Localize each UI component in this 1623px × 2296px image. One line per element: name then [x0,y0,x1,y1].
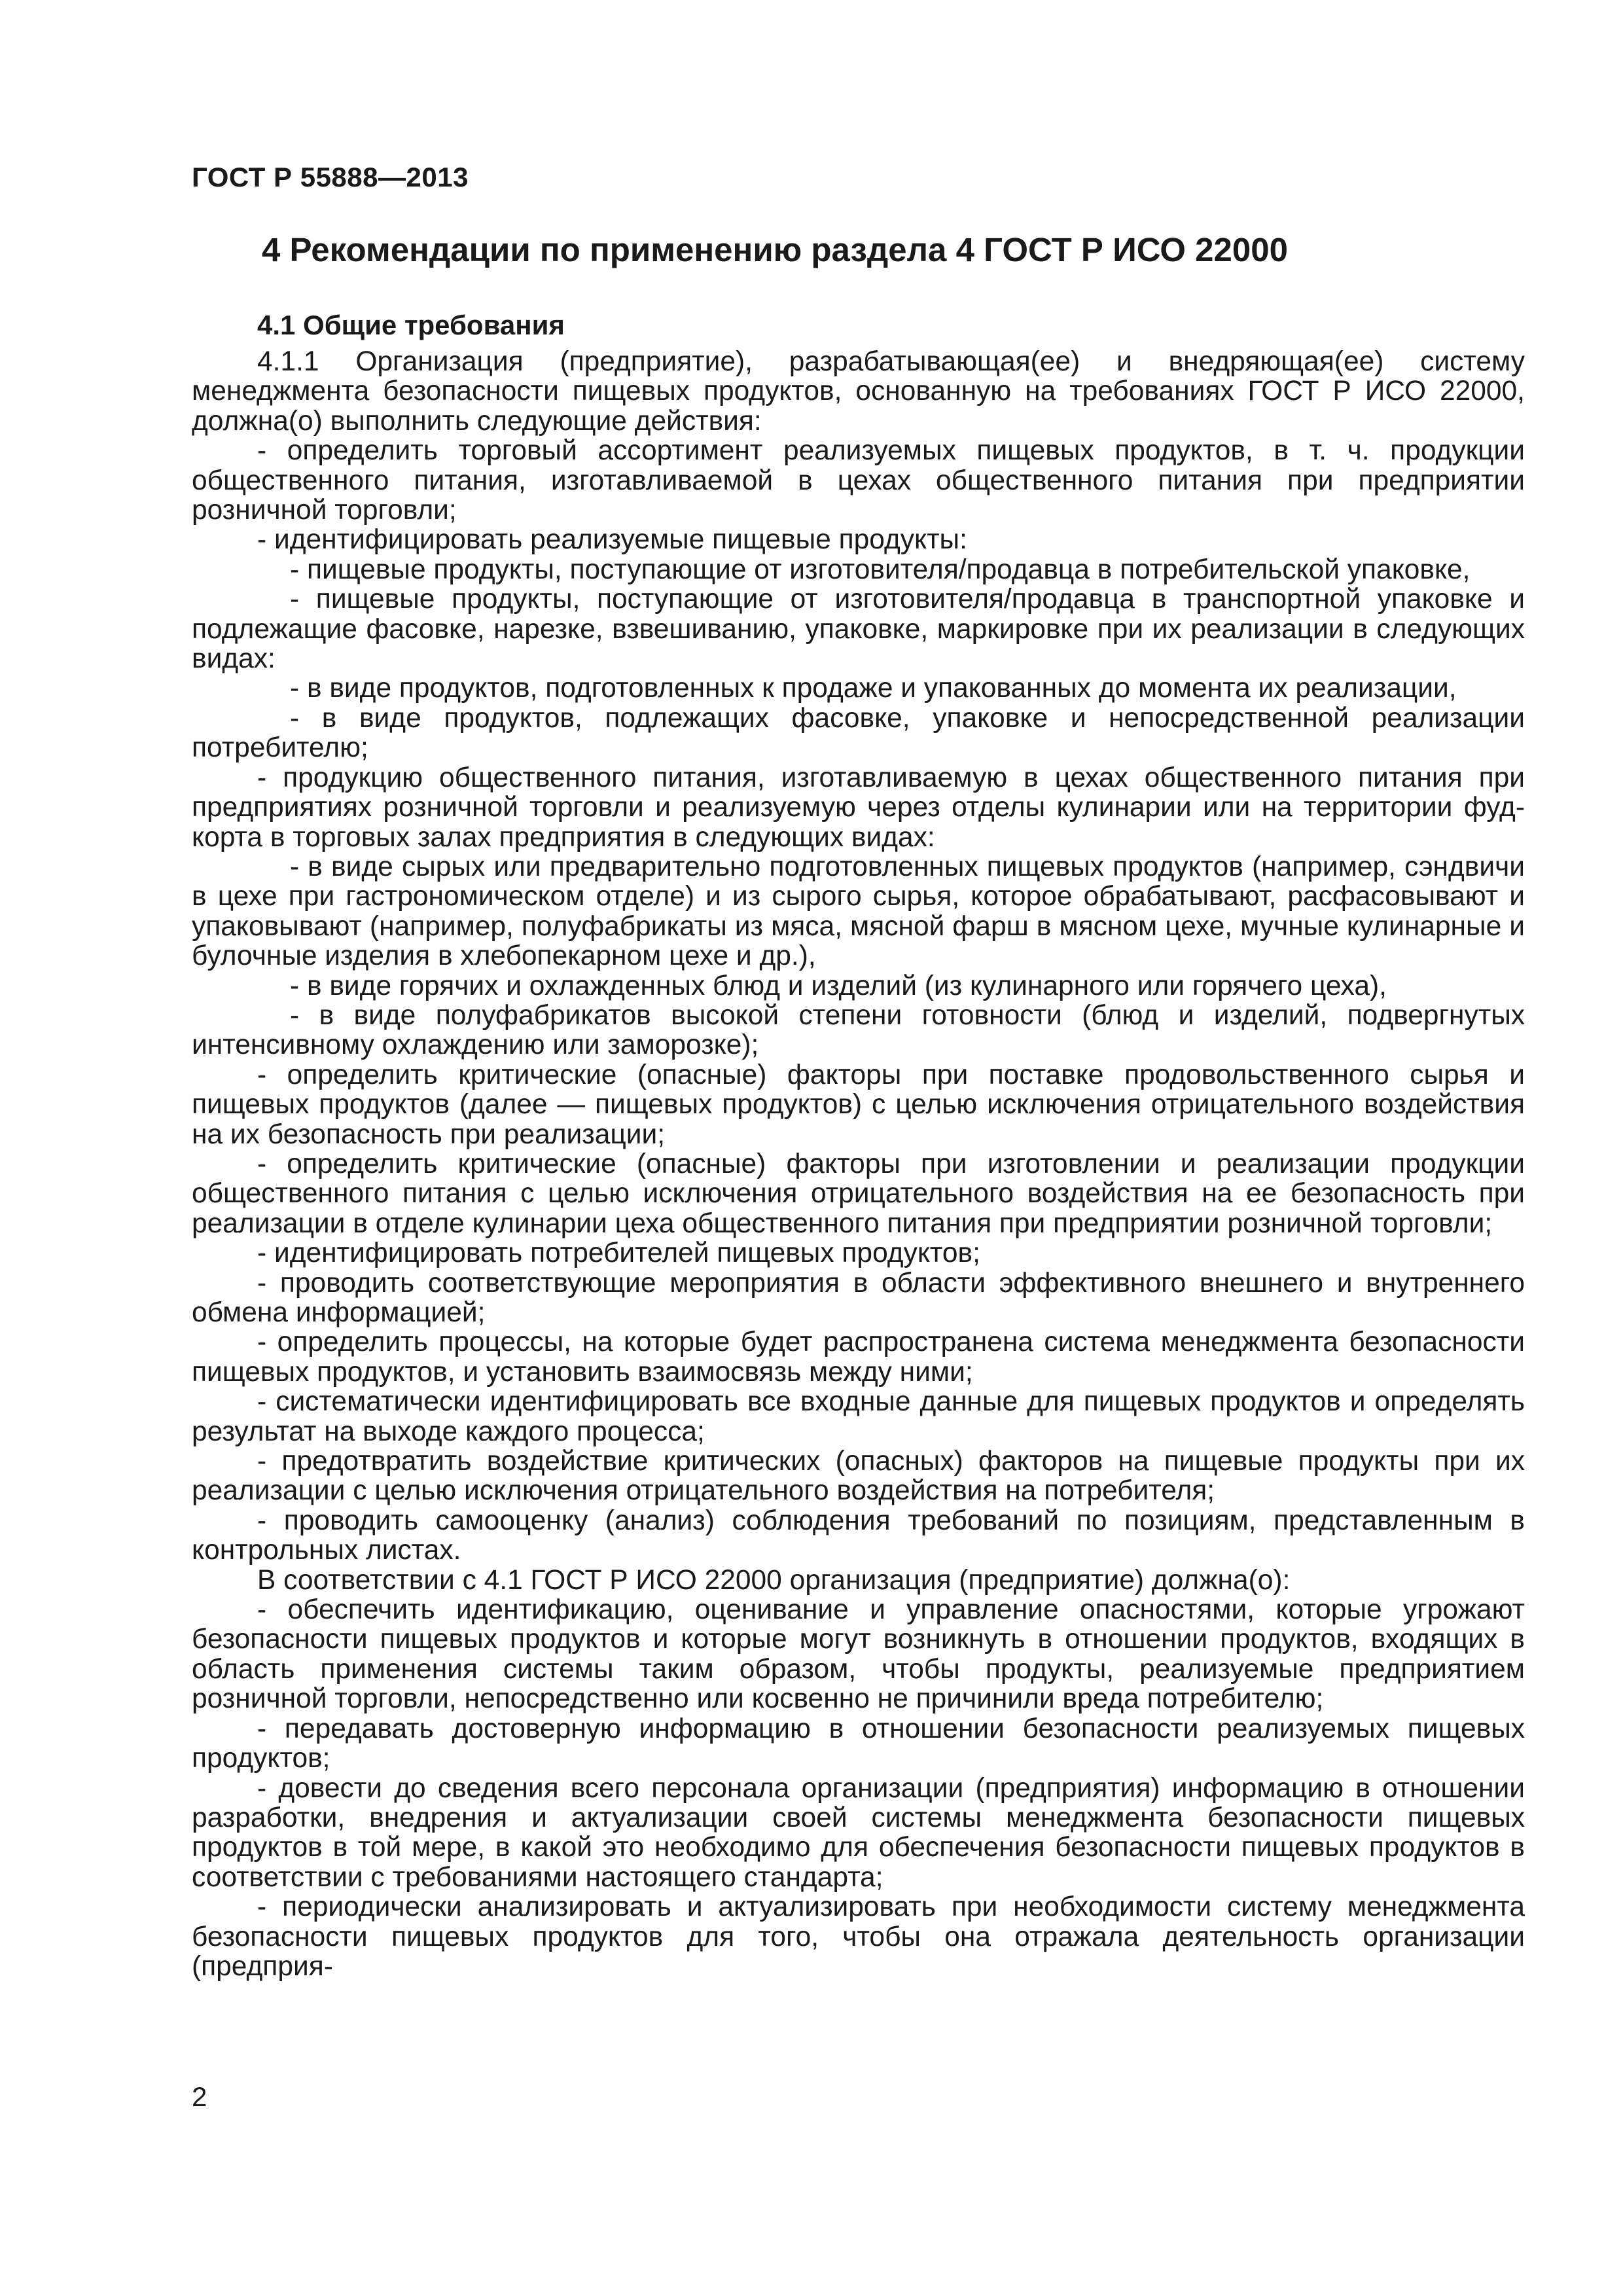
list-item: - пищевые продукты, поступающие от изготовителя/продавца в потребительской упаковке, [290,554,1471,585]
page-number: 2 [192,2081,207,2112]
list-item: - определить торговый ассортимент реализуемых пищевых продуктов, в т. ч. продукции общественного питания, изготавливаемой в цехах общественного питания при предприятии розничной торговли; [192,435,1525,526]
paragraph: В соответствии с 4.1 ГОСТ Р ИСО 22000 организация (предприятие) должна(о): [257,1564,1291,1596]
list-item: - предотвратить воздействие критических (опасных) факторов на пищевые продукты при их реализации с целью исключения отрицательного воздействия на потребителя; [192,1446,1525,1507]
subsection-title: 4.1 Общие требования [257,310,565,340]
list-item: - идентифицировать потребителей пищевых продуктов; [257,1238,980,1269]
list-item: - определить процессы, на которые будет распространена система менеджмента безопасности пищевых продуктов, и установить взаимосвязь между ними; [192,1327,1525,1388]
list-item: - в виде полуфабрикатов высокой степени готовности (блюд и изделий, подвергнутых интенсивному охлаждению или заморозке); [192,999,1525,1061]
list-item: - продукцию общественного питания, изготавливаемую в цехах общественного питания при предприятиях розничной торговли и реализуемую через отделы кулинарии или на территории фуд-корта в торговых залах предприятия в следующих видах: [192,762,1525,853]
body-text [192,347,1525,1981]
list-item: - периодически анализировать и актуализировать при необходимости систему менеджмента безопасности пищевых продуктов для того, чтобы она отражала деятельность организации (предприя- [192,1892,1525,1982]
list-item: - довести до сведения всего персонала организации (предприятия) информацию в отношении разработки, внедрения и актуализации своей системы менеджмента безопасности пищевых продуктов в той мере, в какой это необходимо для обеспечения безопасности пищевых продуктов в соответствии с требованиями настоящего стандарта; [192,1772,1525,1893]
list-item: - в виде продуктов, подлежащих фасовке, упаковке и непосредственной реализации потребителю; [192,702,1525,764]
list-item: - систематически идентифицировать все входные данные для пищевых продуктов и определять результат на выходе каждого процесса; [192,1386,1525,1447]
document-header: ГОСТ Р 55888—2013 [192,162,469,192]
list-item: - передавать достоверную информацию в отношении безопасности реализуемых пищевых продуктов; [192,1713,1525,1774]
list-item: - определить критические (опасные) факторы при поставке продовольственного сырья и пищевых продуктов (далее — пищевых продуктов) с целью исключения отрицательного воздействия на их безопасность при реализации; [192,1059,1525,1150]
list-item: - проводить соответствующие мероприятия в области эффективного внешнего и внутреннего обмена информацией; [192,1267,1525,1328]
list-item: - обеспечить идентификацию, оценивание и управление опасностями, которые угрожают безопасности пищевых продуктов и которые могут возникнуть в отношении продуктов, входящих в область применения системы таким образом, чтобы продукты, реализуемые предприятием розничной торговли, непосредственно или косвенно не причинили вреда потребителю; [192,1594,1525,1715]
list-item: - в виде сырых или предварительно подготовленных пищевых продуктов (например, сэндвичи в цехе при гастрономическом отделе) и из сырого сырья, которое обрабатывают, расфасовывают и упаковывают (например, полуфабрикаты из мяса, мясной фарш в мясном цехе, мучные кулинарные и булочные изделия в хлебопекарном цехе и др.), [192,851,1525,972]
list-item: - пищевые продукты, поступающие от изготовителя/продавца в транспортной упаковке и подлежащие фасовке, нарезке, взвешиванию, упаковке, маркировке при их реализации в следующих видах: [192,584,1525,675]
list-item: - определить критические (опасные) факторы при изготовлении и реализации продукции общественного питания с целью исключения отрицательного воздействия на ее безопасность при реализации в отделе кулинарии цеха общественного питания при предприятии розничной торговли; [192,1148,1525,1239]
list-item: - в виде продуктов, подготовленных к продаже и упакованных до момента их реализации, [290,673,1457,704]
section-title: 4 Рекомендации по применению раздела 4 ГОСТ Р ИСО 22000 [262,231,1288,268]
list-item: - проводить самооценку (анализ) соблюдения требований по позициям, представленным в контрольных листах. [192,1505,1525,1566]
paragraph: 4.1.1 Организация (предприятие), разрабатывающая(ее) и внедряющая(ее) систему менеджмента безопасности пищевых продуктов, основанную на требованиях ГОСТ Р ИСО 22000, должна(о) выполнить следующие действия: [192,346,1525,437]
list-item: - идентифицировать реализуемые пищевые продукты: [257,524,967,556]
list-item: - в виде горячих и охлажденных блюд и изделий (из кулинарного или горячего цеха), [290,970,1387,1001]
